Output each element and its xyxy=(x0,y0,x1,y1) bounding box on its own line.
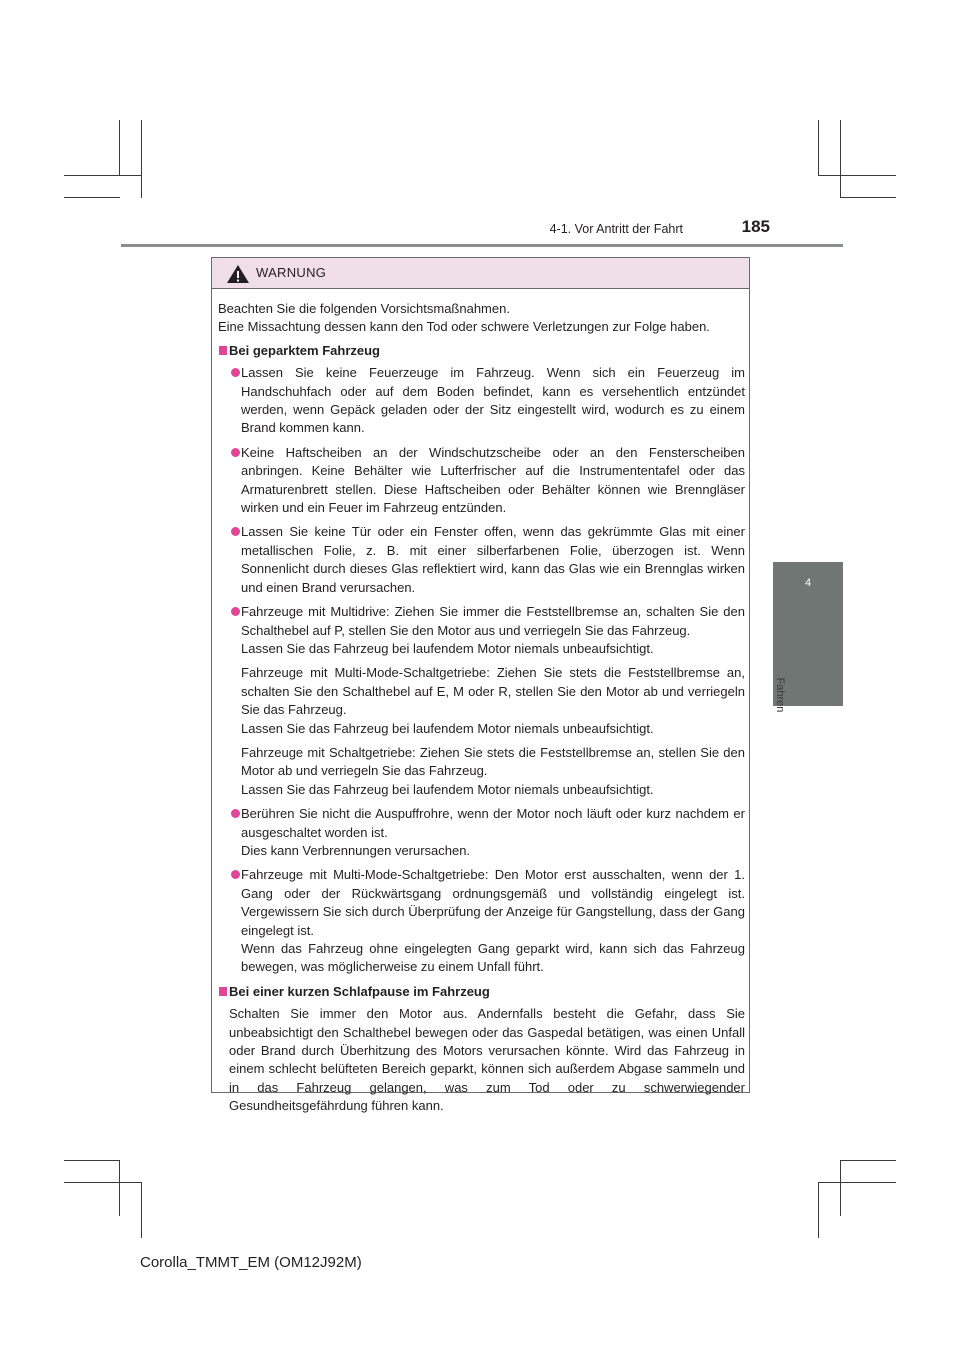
chapter-label: Fahren xyxy=(774,677,786,713)
round-bullet-icon xyxy=(231,448,240,457)
bullet-item: Lassen Sie keine Tür oder ein Fenster offen, wenn das gekrümmte Glas mit einer metallischen Folie, z. B. mit einer silberfarbenen Folie, überzogen ist. Wenn Sonnenlicht durch dieses Glas reflektiert wird, kann das Glas wie ein Brennglas wirken und einen Brand verursachen. xyxy=(218,523,745,597)
crop-mark xyxy=(141,1182,142,1238)
warning-header xyxy=(212,258,749,289)
section-heading-nap: Bei einer kurzen Schlafpause im Fahrzeug xyxy=(218,983,745,1001)
sub-paragraph-multimode: Fahrzeuge mit Multi-Mode-Schaltgetriebe: Ziehen Sie stets die Feststellbremse an, schalten Sie den Schalthebel auf E, M oder R, stellen Sie den Motor ab und verriegeln Sie das Fahrzeug. Lassen Sie das Fahrzeug bei laufendem Motor niemals unbeaufsichtigt. xyxy=(241,665,745,736)
round-bullet-icon xyxy=(231,527,240,536)
header-rule xyxy=(121,244,843,247)
page-number: 185 xyxy=(741,217,770,236)
crop-mark xyxy=(840,197,896,198)
bullet-item: Keine Haftscheiben an der Windschutzscheibe oder an den Fensterscheiben anbringen. Keine Behälter wie Lufterfrischer auf die Instrumententafel oder das Armaturenbrett stellen. Diese Haftscheiben oder Behälter können wie Brenngläser wirken und ein Feuer im Fahrzeug entzünden. xyxy=(218,444,745,518)
crop-mark xyxy=(840,120,841,198)
square-bullet-icon xyxy=(219,346,227,355)
crop-mark xyxy=(119,1160,120,1216)
crop-mark xyxy=(64,197,120,198)
crop-mark xyxy=(818,120,819,176)
round-bullet-icon xyxy=(231,607,240,616)
bullet-item-gear: Fahrzeuge mit Multi-Mode-Schaltgetriebe: Den Motor erst ausschalten, wenn der 1. Gang oder der Rückwärtsgang ordnungsgemäß und vollständig eingelegt ist. Vergewissern Sie sich durch Überprüfung der Anzeige für Gangstellung, dass der Gang eingelegt ist. Wenn das Fahrzeug ohne eingelegten Gang geparkt wird, kann sich das Fahrzeug bewegen, was möglicherweise zu einem Unfall führt. xyxy=(218,866,745,976)
intro-line: Eine Missachtung dessen kann den Tod oder schwere Verletzungen zur Folge haben. xyxy=(218,319,710,335)
crop-mark xyxy=(818,1182,819,1238)
sub-paragraph-manual: Fahrzeuge mit Schaltgetriebe: Ziehen Sie stets die Feststellbremse an, stellen Sie den Motor ab und verriegeln Sie das Fahrzeug. Lassen Sie das Fahrzeug bei laufendem Motor niemals unbeaufsichtigt. xyxy=(241,744,745,797)
bullet-item: Lassen Sie keine Feuerzeuge im Fahrzeug. Wenn sich ein Feuerzeug im Handschuhfach oder auf dem Boden befindet, kann es versehentlich entzündet werden, wenn Gepäck geladen oder der Sitz eingestellt wird, wodurch es zu einem Brand kommen kann. xyxy=(218,364,745,438)
round-bullet-icon xyxy=(231,870,240,879)
section-text-nap: Schalten Sie immer den Motor aus. Andernfalls besteht die Gefahr, dass Sie unbeabsichtigt den Schalthebel bewegen oder das Gaspedal betätigen, was einen Unfall oder Brand durch Überhitzung des Motors verursachen könnte. Wird das Fahrzeug in einem schlecht belüfteten Bereich geparkt, können sich außerdem Abgase sammeln und in das Fahrzeug gelangen, was zum Tod oder zu schwerwiegender Gesundheitsgefährdung führen kann. xyxy=(229,1006,745,1114)
intro-line: Beachten Sie die folgenden Vorsichtsmaßnahmen. xyxy=(218,301,510,316)
document-id: Corolla_TMMT_EM (OM12J92M) xyxy=(140,1254,362,1271)
bullet-item-exhaust: Berühren Sie nicht die Auspuffrohre, wenn der Motor noch läuft oder kurz nachdem er ausgeschaltet worden ist. Dies kann Verbrennungen verursachen. xyxy=(218,805,745,860)
warning-box xyxy=(211,257,750,1114)
square-bullet-icon xyxy=(219,987,227,996)
warning-intro xyxy=(218,300,745,337)
round-bullet-icon xyxy=(231,368,240,377)
warning-triangle-icon xyxy=(226,264,250,284)
crop-mark xyxy=(141,120,142,198)
warning-title: WARNUNG xyxy=(256,265,327,280)
section-title: 4-1. Vor Antritt der Fahrt xyxy=(549,222,683,236)
chapter-number: 4 xyxy=(804,577,812,589)
crop-mark xyxy=(840,1160,841,1216)
crop-mark xyxy=(64,1160,120,1161)
crop-mark xyxy=(818,1182,896,1183)
crop-mark xyxy=(840,1160,896,1161)
warning-body xyxy=(218,300,745,1116)
crop-mark xyxy=(119,120,120,176)
crop-mark xyxy=(64,1182,142,1183)
bullet-item-multidrive: Fahrzeuge mit Multidrive: Ziehen Sie immer die Feststellbremse an, schalten Sie den Schalthebel auf P, stellen Sie den Motor aus und verriegeln Sie das Fahrzeug. Lassen Sie das Fahrzeug bei laufendem Motor niemals unbeaufsichtigt. xyxy=(218,603,745,658)
crop-mark xyxy=(818,175,896,176)
crop-mark xyxy=(64,175,142,176)
section-heading-parked: Bei geparktem Fahrzeug xyxy=(218,342,745,360)
round-bullet-icon xyxy=(231,809,240,818)
